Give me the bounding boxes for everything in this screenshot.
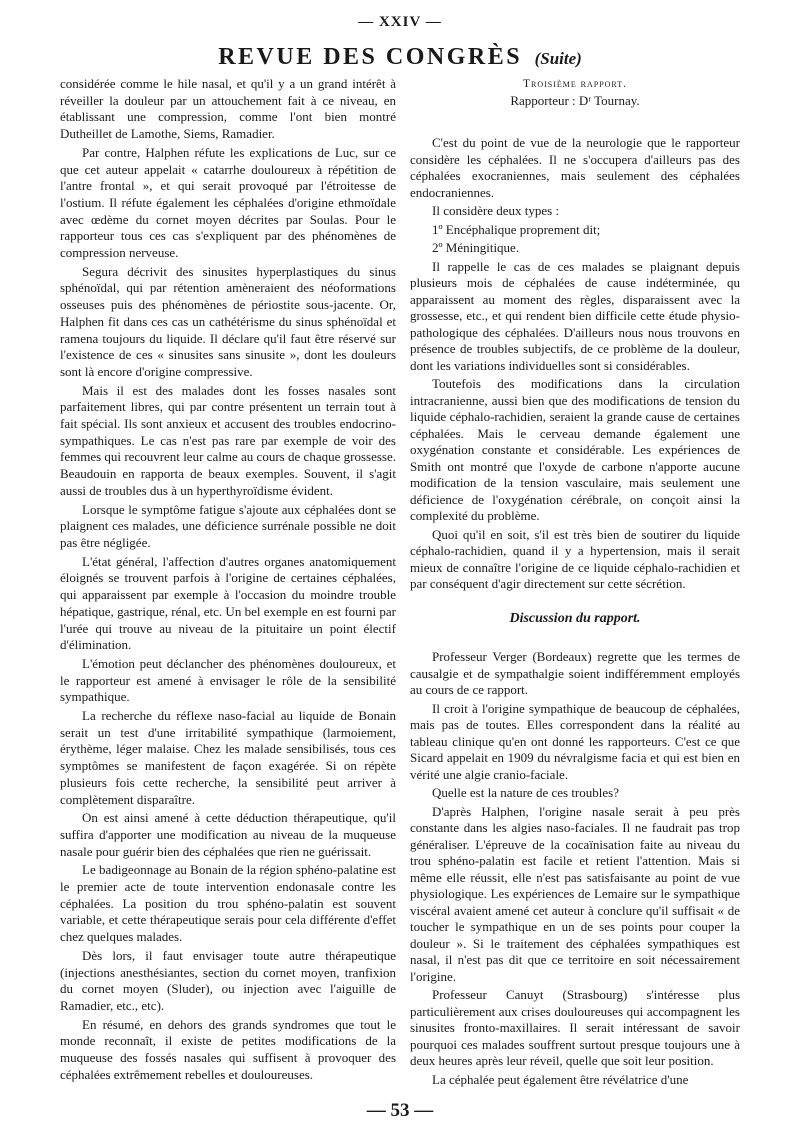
- journal-title-suite: (Suite): [534, 49, 582, 68]
- paragraph: Le badigeonnage au Bonain de la région sphéno-palatine est le premier acte de toute intervention endonasale contre les céphalées. La position du trou sphéno-palatin est souvent variable, et cette thérapeutique serais pour cela différente d'effet chez quelques malades.: [60, 862, 396, 945]
- paragraph: L'émotion peut déclancher des phénomènes douloureux, et le rapporteur est amené à envisager le rôle de la sensibilité sympathique.: [60, 655, 396, 705]
- paragraph: La recherche du réflexe naso-facial au liquide de Bonain serait un test d'une irritabilité sympathique (larmoiement, érythème, léger malaise. Chez les malade sensibilisés, tous ces symptômes se manifestent de façon exagérée. Si on répète plusieurs fois cette recherche, la sensibilité peut arriver à complètement disparaître.: [60, 708, 396, 807]
- paragraph: Quoi qu'il en soit, s'il est très bien de soutirer du liquide céphalo-rachidien, quand il y a hypertension, mais il serait mieux de connaître l'origine de ce liquide céphalo-rachidien et par conséquent d'agir directement sur cette sécrétion.: [410, 526, 740, 591]
- report-heading: [410, 76, 740, 109]
- journal-title-text: REVUE DES CONGRÈS: [218, 44, 523, 70]
- paragraph: Segura décrivit des sinusites hyperplastiques du sinus sphénoïdal, qui par rétention amèneraient des néoformations osseuses puis des phénomènes de périostite sous-jacente. Or, Halphen fit dans ces cas un cathétérisme du sinus sphénoïdal et ramena toujours du liquide. Il déclare qu'il faut être réservé sur l'existence de ces « sinusites sans sinusite », dont les douleurs sont là encore d'origine compressive.: [60, 263, 396, 379]
- page-number: — 53 —: [366, 1100, 434, 1121]
- paragraph: Professeur Canuyt (Strasbourg) s'intéresse plus particulièrement aux crises douloureuses qui accompagnent les sinusites fronto-maxillaires. Il serait intéressant de savoir pourquoi ces malades souffrent surtout presque toujours une à deux heures après leur réveil, quelle que soit leur position.: [410, 987, 740, 1068]
- paragraph: C'est du point de vue de la neurologie que le rapporteur considère les céphalées. Il ne s'occupera d'ailleurs pas des céphalées exocraniennes, mais seulement des céphalées endocraniennes.: [410, 135, 740, 200]
- list-item: 2º Méningitique.: [432, 240, 520, 255]
- paragraph: Il croit à l'origine sympathique de beaucoup de céphalées, mais pas de toutes. Elles correspondent dans la réalité au tableau clinique qu'en ont donné les rapporteurs. C'est ce que Sicard appelait en 1909 du névralgisme facia et qui est bien en vérité une algie cranio-faciale.: [410, 700, 740, 782]
- left-column: [60, 76, 396, 1085]
- reporter-line: Rapporteur : Dʳ Tournay.: [510, 92, 640, 108]
- right-column: [410, 76, 740, 1090]
- journal-title: [0, 44, 800, 71]
- paragraph: Toutefois des modifications dans la circulation intracranienne, aussi bien que des modifications de tension du liquide céphalo-rachidien, seraient la grande cause de certaines céphalées. Mais le cerveau demande également une oxygénation constante et considérable. Les expériences de Smith ont montré que l'oxyde de carbone n'apporte aucune modification de la tension vasculaire, mais seulement une déficience de l'oxygénation cérébrale, on conçoit ainsi la complexité du problème.: [410, 376, 740, 523]
- section-heading: Discussion du rapport.: [509, 610, 641, 626]
- paragraph: Mais il est des malades dont les fosses nasales sont parfaitement libres, qui par contre présentent un terrain tout à fait spécial. Ils sont anxieux et accusent des troubles endocrino-sympathiques. Le cas n'est pas rare par exemple de voir des femmes qui recouvrent leur calme au cours de chaque grossesse. Beaudouin en rapporta de beaux exemples. Souvent, il s'agit aussi de troubles dus à un hyperthyroïdisme évident.: [60, 382, 396, 498]
- paragraph: D'après Halphen, l'origine nasale serait à peu près constante dans les algies naso-faciales. Il ne faudrait pas trop généraliser. L'épreuve de la cocaïnisation faite au niveau du trou sphéno-palatin est facile et retient l'attention. Mais si même elle réussit, elle n'est pas satisfaisante au point de vue physiologique. Les expériences de Lemaire sur le sympathique viscéral avaient amené cet auteur à conclure qu'il suffisait « de toucher le sympathique en un de ses points pour couper la douleur ». Si le traitement des céphalées sympathiques est nasal, il n'est pas dit que ce territoire en soit nécessairement l'origine.: [410, 803, 740, 984]
- paragraph: Dès lors, il faut envisager toute autre thérapeutique (injections anesthésiantes, section du cornet moyen, tranfixion du cornet moyen (Sluder), ou injection avec l'aiguille de Ramadier, etc., etc).: [60, 947, 396, 1013]
- paragraph: La céphalée peut également être révélatrice d'une: [432, 1071, 689, 1087]
- paragraph: L'état général, l'affection d'autres organes anatomiquement éloignés se trouvent parfois à l'origine de certaines céphalées, qui apparaissent par exemple à l'occasion du moindre trouble hépatique, gastrique, rénal, etc. Un bel exemple en est fourni par l'urée qui trouve au niveau de la pituitaire un point électif d'élimination.: [60, 553, 396, 653]
- paragraph: Il rappelle le cas de ces malades se plaignant depuis plusieurs mois de céphalées de cause indéterminée, qu apparaissent au moment des règles, disparaissent avec la grossesse, etc., et qui rendent bien difficile cette étude physio-pathologique des céphalées. D'ailleurs nous nous trouvons en présence de troubles subjectifs, de ce problème de la douleur, dont les variations individuelles sont si considérables.: [410, 258, 740, 373]
- paragraph: considérée comme le hile nasal, et qu'il y a un grand intérêt à réveiller la douleur par un attouchement fait à ce niveau, en établissant une compression, comme l'ont bien montré Dutheillet de Lamothe, Siems, Ramadier.: [60, 76, 396, 142]
- paragraph: Quelle est la nature de ces troubles?: [432, 785, 619, 800]
- report-title: Troisième rapport.: [522, 78, 628, 90]
- paragraph: En résumé, en dehors des grands syndromes que tout le monde reconnaît, il existe de petites modifications de la muqueuse des fossés nasales qui suffisent à provoquer des céphalées extrêmement rebelles et douloureuses.: [60, 1016, 396, 1082]
- roman-page-number: — XXIV —: [358, 14, 442, 30]
- paragraph: Il considère deux types :: [432, 203, 560, 218]
- paragraph: Lorsque le symptôme fatigue s'ajoute aux céphalées dont se plaignent ces malades, une déficience surrénale possible ne doit pas être négligée.: [60, 501, 396, 550]
- list-item: 1º Encéphalique proprement dit;: [432, 221, 601, 237]
- paragraph: On est ainsi amené à cette déduction thérapeutique, qu'il suffira d'apporter une modification au niveau de la muqueuse nasale pour guérir bien des céphalées que rien ne guérissait.: [60, 810, 396, 859]
- paragraph: Par contre, Halphen réfute les explications de Luc, sur ce que cet auteur appelait « catarrhe douloureux à répétition de l'antre frontal », et qui serait provoqué par l'étroitesse de l'ostium. Il réfute également les céphalées d'origine ethmoïdale avec œdème du cornet moyen décrites par Soulas. Pour le rapporteur tous ces cas s'expliquent par des phénomènes de compression nerveuse.: [60, 144, 396, 261]
- paragraph: Professeur Verger (Bordeaux) regrette que les termes de causalgie et de sympathalgie soient indifféremment employés au cours de ce rapport.: [410, 649, 740, 697]
